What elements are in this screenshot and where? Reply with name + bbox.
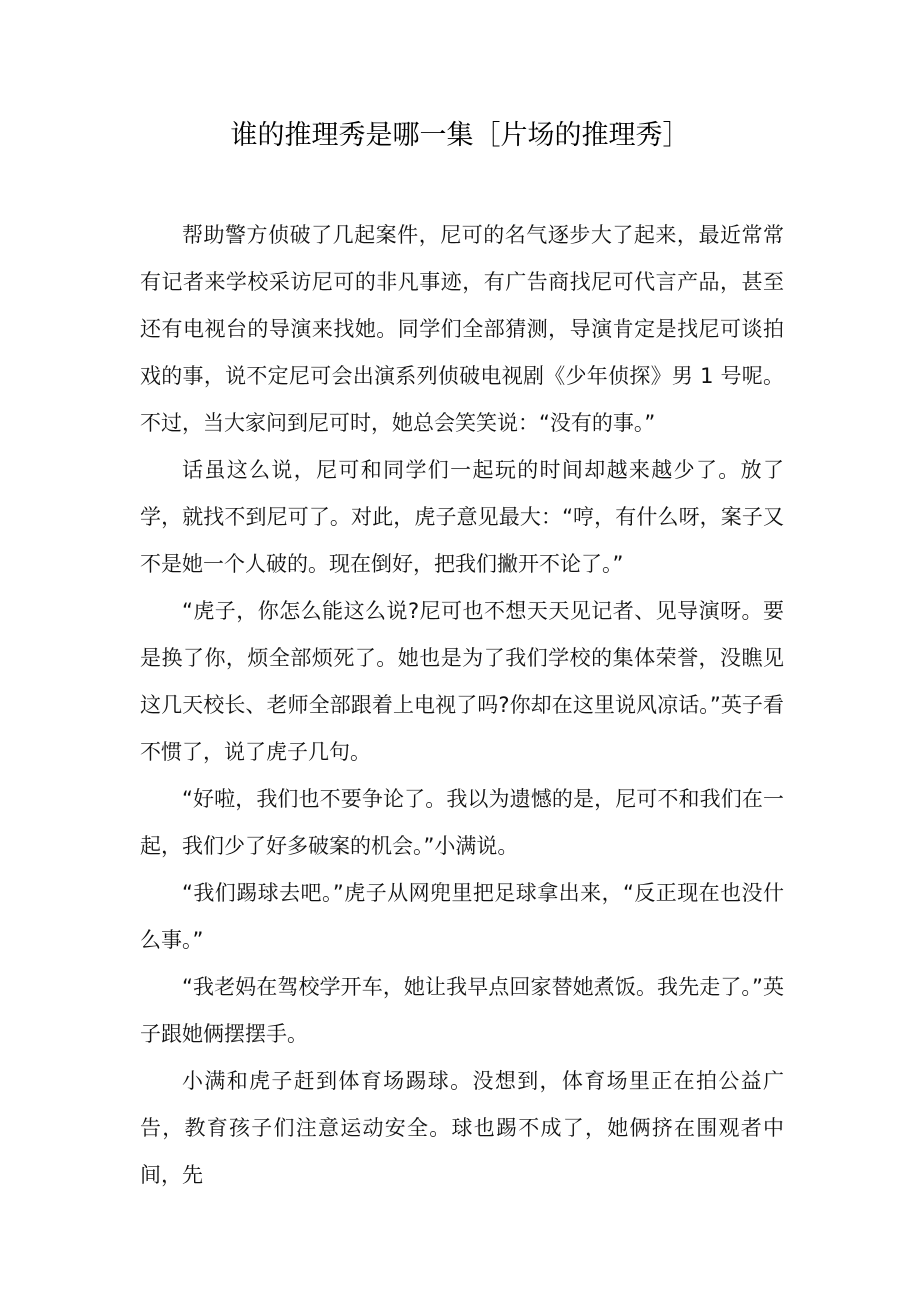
paragraph: “我老妈在驾校学开车，她让我早点回家替她煮饭。我先走了。”英子跟她俩摆摆手。 xyxy=(140,975,784,1046)
paragraph: “我们踢球去吧。”虎子从网兜里把足球拿出来，“反正现在也没什么事。” xyxy=(140,881,784,952)
paragraph: 小满和虎子赶到体育场踢球。没想到，体育场里正在拍公益广告，教育孩子们注意运动安全。球也踢不成了，她俩挤在围观者中间，先 xyxy=(140,1069,784,1187)
document-body xyxy=(140,212,784,1199)
paragraph: 话虽这么说，尼可和同学们一起玩的时间却越来越少了。放了学，就找不到尼可了。对此，虎子意见最大：“哼，有什么呀，案子又不是她一个人破的。现在倒好，把我们撇开不论了。” xyxy=(140,458,784,576)
paragraph: “好啦，我们也不要争论了。我以为遗憾的是，尼可不和我们在一起，我们少了好多破案的机会。”小满说。 xyxy=(140,787,784,858)
paragraph: 帮助警方侦破了几起案件，尼可的名气逐步大了起来，最近常常有记者来学校采访尼可的非凡事迹，有广告商找尼可代言产品，甚至还有电视台的导演来找她。同学们全部猜测，导演肯定是找尼可谈拍戏的事，说不定尼可会出演系列侦破电视剧《少年侦探》男 1 号呢。不过，当大家问到尼可时，她总会笑笑说：“没有的事。” xyxy=(140,223,784,435)
document-title: 谁的推理秀是哪一集［片场的推理秀］ xyxy=(230,120,690,151)
paragraph: “虎子，你怎么能这么说?尼可也不想天天见记者、见导演呀。要是换了你，烦全部烦死了。她也是为了我们学校的集体荣誉，没瞧见这几天校长、老师全部跟着上电视了吗?你却在这里说风凉话。”英子看不惯了，说了虎子几句。 xyxy=(140,599,784,764)
